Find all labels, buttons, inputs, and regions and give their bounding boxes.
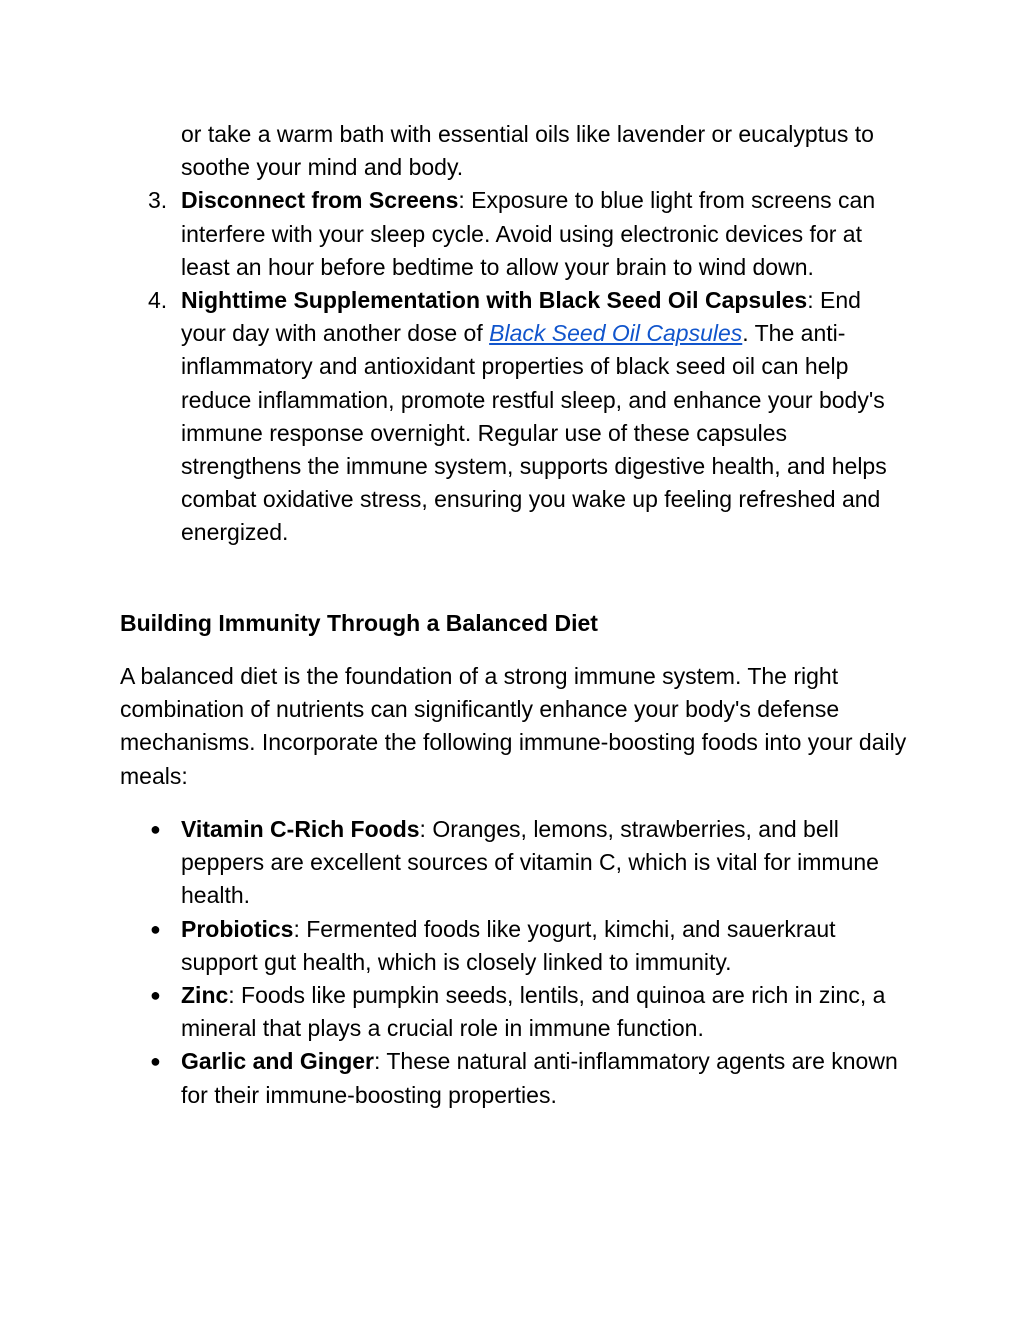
list-item-title: Nighttime Supplementation with Black Seed Oil Capsules [181,287,808,314]
list-item-3 [120,184,910,284]
list-item-text: . The anti-inflammatory and antioxidant properties of black seed oil can help reduce inflammation, promote restful sleep, and enhance your body's immune response overnight. Regular use of these capsules strengthens the immune system, supports digestive health, and helps combat oxidative stress, ensuring you wake up feeling refreshed and energized. [181,320,887,546]
list-item-separator: : [458,187,465,214]
list-item-4 [120,284,910,550]
bullet-item-separator: : [374,1048,381,1075]
bullet-icon: ● [150,819,161,839]
bullet-item-title: Garlic and Ginger [181,1048,374,1075]
list-item-text: Exposure to blue light from screens can interfere with your sleep cycle. Avoid using electronic devices for at least an hour before bedtime to allow your brain to wind down. [181,187,876,280]
bullet-item-vitamin-c [120,813,910,913]
bullet-icon: ● [150,918,161,939]
section-heading: Building Immunity Through a Balanced Diet [120,610,598,636]
list-item-separator: : [807,287,814,314]
bullet-item-text: These natural anti-inflammatory agents are known for their immune-boosting properties. [181,1048,898,1108]
bullet-list [120,813,910,1112]
bullet-item-separator: : [419,816,426,842]
list-number: 4. [148,287,168,314]
bullet-item-text: Foods like pumpkin seeds, lentils, and quinoa are rich in zinc, a mineral that plays a crucial role in immune function. [181,982,886,1042]
numbered-list [120,118,910,550]
bullet-item-title: Zinc [181,982,229,1009]
list-item-text: End your day with another dose of [181,287,861,347]
bullet-item-text: Fermented foods like yogurt, kimchi, and sauerkraut support gut health, which is closely linked to immunity. [181,915,836,975]
bullet-icon: ● [150,1051,161,1072]
bullet-item-title: Vitamin C-Rich Foods [181,816,420,842]
list-item-text: or take a warm bath with essential oils like lavender or eucalyptus to soothe your mind and body. [181,121,874,181]
section-heading-block [120,607,910,640]
bullet-item-text: Oranges, lemons, strawberries, and bell peppers are excellent sources of vitamin C, which is vital for immune health. [181,816,879,909]
bullet-item-separator: : [228,982,235,1009]
bullet-item-zinc [120,979,910,1045]
bullet-item-probiotics [120,913,910,979]
list-item-title: Disconnect from Screens [181,187,459,214]
intro-paragraph-block [120,660,910,793]
list-number: 3. [148,187,168,214]
bullet-item-separator: : [293,915,300,942]
bullet-icon: ● [150,985,161,1006]
bullet-item-garlic-ginger [120,1045,910,1111]
bullet-item-title: Probiotics [181,915,294,942]
black-seed-oil-capsules-link[interactable]: Black Seed Oil Capsules [489,320,743,347]
intro-paragraph: A balanced diet is the foundation of a strong immune system. The right combination of nutrients can significantly enhance your body's defense mechanisms. Incorporate the following immune-boosting foods into your daily meals: [120,663,907,789]
list-item-2-continuation [120,118,910,184]
